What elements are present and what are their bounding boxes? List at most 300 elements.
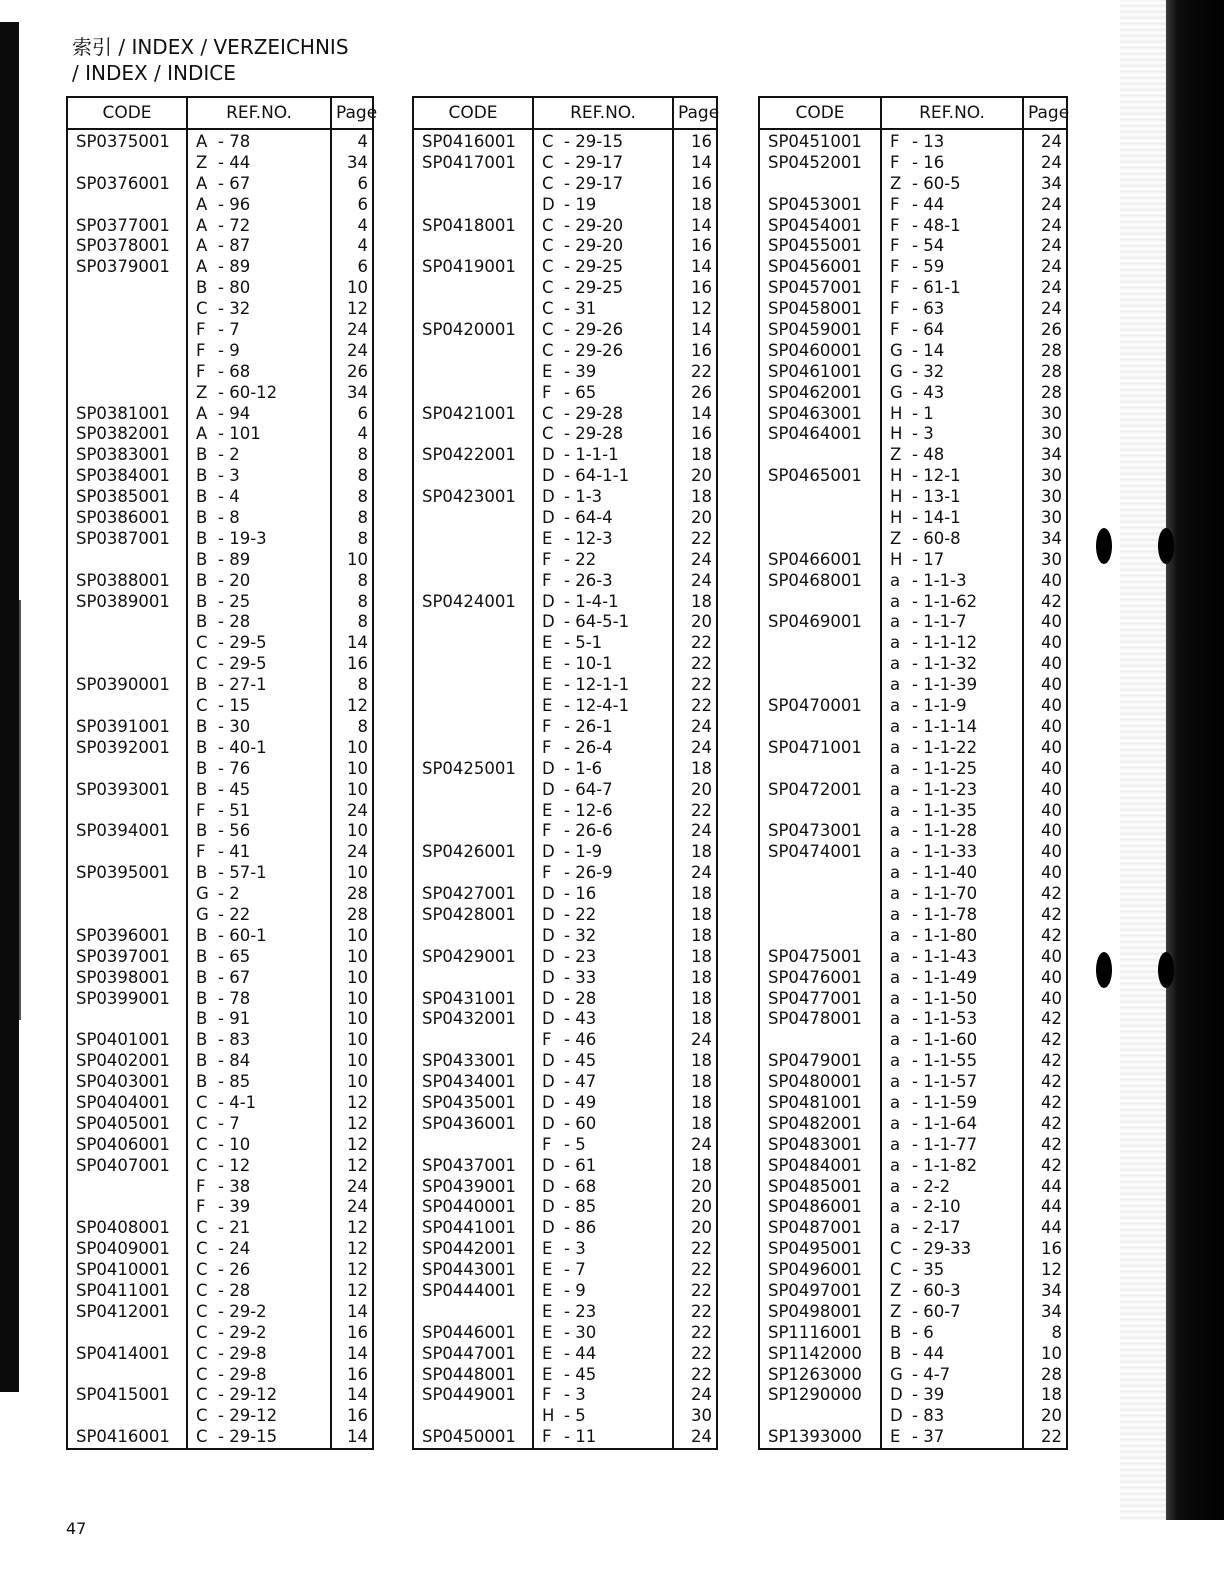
cell-page: 8: [357, 570, 368, 590]
cell-code: SP0376001: [76, 173, 170, 193]
cell-ref-number: - 3: [564, 1239, 586, 1259]
cell-ref-letter: C: [196, 654, 208, 674]
cell-ref-number: - 21: [218, 1218, 251, 1238]
cell-page: 10: [347, 779, 368, 799]
cell-page: 16: [691, 424, 712, 444]
cell-page: 8: [357, 675, 368, 695]
cell-ref-number: - 13: [912, 132, 945, 151]
cell-ref-number: - 78: [218, 132, 251, 151]
cell-ref-number: - 2-2: [912, 1176, 951, 1196]
cell-page: 16: [691, 132, 712, 151]
cell-ref-number: - 26-3: [564, 570, 613, 590]
cell-ref-letter: Z: [890, 1301, 902, 1321]
cell-page: 18: [691, 925, 712, 945]
cell-page: 24: [1041, 215, 1062, 235]
cell-ref-letter: Z: [196, 152, 208, 172]
cell-ref-number: - 3: [912, 424, 934, 444]
cell-ref-letter: E: [542, 633, 553, 653]
cell-ref-letter: B: [890, 1343, 902, 1363]
cell-ref-letter: C: [196, 1239, 208, 1259]
cell-ref-letter: F: [890, 236, 900, 256]
cell-ref-letter: B: [196, 549, 208, 569]
cell-code: SP0422001: [422, 445, 516, 465]
cell-page: 30: [1041, 424, 1062, 444]
cell-page: 42: [1041, 1113, 1062, 1133]
cell-page: 24: [691, 737, 712, 757]
cell-ref-letter: D: [542, 925, 555, 945]
cell-page: 14: [691, 215, 712, 235]
cell-code: [422, 863, 532, 884]
cell-ref-number: - 1-1-55: [912, 1051, 978, 1071]
cell-code: SP0393001: [76, 779, 170, 799]
cell-page: 14: [691, 320, 712, 340]
cell-ref-number: - 5: [564, 1406, 586, 1426]
cell-ref-number: - 84: [218, 1051, 251, 1071]
cell-code: [76, 801, 186, 822]
cell-ref-letter: F: [890, 257, 900, 277]
cell-ref-letter: F: [542, 821, 552, 841]
cell-page: 14: [347, 1343, 368, 1363]
cell-code: SP0455001: [768, 236, 862, 256]
cell-ref-number: - 1-4-1: [564, 591, 619, 611]
cell-ref-number: - 85: [564, 1197, 597, 1217]
cell-ref-number: - 89: [218, 549, 251, 569]
cell-ref-number: - 13-1: [912, 487, 961, 507]
cell-ref-letter: A: [196, 215, 208, 235]
cell-ref-letter: a: [890, 863, 901, 883]
cell-ref-number: - 60: [564, 1113, 597, 1133]
cell-ref-letter: E: [542, 1301, 553, 1321]
cell-ref-number: - 45: [218, 779, 251, 799]
cell-code: [768, 529, 880, 550]
cell-ref-letter: F: [890, 152, 900, 172]
cell-ref-number: - 2-17: [912, 1218, 961, 1238]
cell-ref-letter: E: [542, 1239, 553, 1259]
cell-page: 8: [357, 466, 368, 486]
cell-code: [422, 1135, 532, 1156]
cell-ref-number: - 35: [912, 1260, 945, 1280]
cell-page: 42: [1041, 1155, 1062, 1175]
cell-ref-letter: B: [196, 1051, 208, 1071]
cell-code: SP0388001: [76, 570, 170, 590]
scan-right-edge: [1166, 0, 1224, 1520]
cell-code: [76, 696, 186, 717]
cell-ref-letter: a: [890, 737, 901, 757]
cell-page: 16: [347, 1364, 368, 1384]
table-header: [760, 98, 1070, 130]
cell-ref-number: - 30: [564, 1322, 597, 1342]
cell-ref-number: - 12-4-1: [564, 696, 630, 716]
cell-ref-number: - 64-7: [564, 779, 613, 799]
cell-ref-number: - 2-10: [912, 1197, 961, 1217]
cell-page: 22: [691, 1301, 712, 1321]
cell-page: 24: [691, 1134, 712, 1154]
cell-ref-letter: B: [196, 591, 208, 611]
cell-code: SP1142000: [768, 1343, 862, 1363]
cell-code: [76, 362, 186, 383]
cell-code: [768, 1030, 880, 1051]
cell-ref-number: - 10-1: [564, 654, 613, 674]
cell-page: 16: [691, 173, 712, 193]
cell-ref-letter: C: [542, 299, 554, 319]
cell-ref-letter: C: [196, 1301, 208, 1321]
cell-code: SP0485001: [768, 1176, 862, 1196]
cell-ref-number: - 43: [912, 382, 945, 402]
cell-ref-letter: C: [542, 278, 554, 298]
cell-code: [422, 341, 532, 362]
cell-code: SP0411001: [76, 1280, 170, 1300]
cell-ref-letter: C: [542, 215, 554, 235]
cell-code: SP0462001: [768, 382, 862, 402]
cell-code: SP0443001: [422, 1260, 516, 1280]
cell-code: [422, 362, 532, 383]
cell-code: [768, 759, 880, 780]
cell-ref-letter: G: [890, 382, 903, 402]
ref-column: [188, 130, 332, 1448]
cell-ref-letter: D: [542, 1051, 555, 1071]
cell-page: 28: [1041, 1364, 1062, 1384]
cell-ref-number: - 4-7: [912, 1364, 951, 1384]
cell-ref-number: - 1-1-39: [912, 675, 978, 695]
cell-ref-letter: F: [542, 863, 552, 883]
cell-ref-number: - 29-15: [218, 1427, 278, 1447]
ref-column: [882, 130, 1024, 1448]
cell-ref-letter: D: [542, 884, 555, 904]
cell-page: 22: [1041, 1427, 1062, 1447]
cell-ref-letter: C: [196, 299, 208, 319]
cell-code: SP0468001: [768, 570, 862, 590]
cell-code: [422, 780, 532, 801]
cell-page: 34: [1041, 173, 1062, 193]
cell-code: [422, 383, 532, 404]
cell-ref-letter: B: [196, 758, 208, 778]
cell-ref-number: - 2: [218, 884, 240, 904]
ref-letter-column: [882, 130, 912, 1448]
cell-page: 18: [691, 194, 712, 214]
cell-page: 20: [691, 1197, 712, 1217]
cell-ref-letter: B: [196, 863, 208, 883]
cell-page: 40: [1041, 842, 1062, 862]
cell-code: SP0454001: [768, 215, 862, 235]
cell-page: 24: [691, 570, 712, 590]
cell-page: 24: [347, 800, 368, 820]
cell-page: 18: [691, 758, 712, 778]
cell-page: 24: [691, 1385, 712, 1405]
cell-ref-letter: C: [196, 1406, 208, 1426]
cell-code: SP0476001: [768, 967, 862, 987]
cell-ref-number: - 22: [218, 904, 251, 924]
cell-ref-number: - 7: [564, 1260, 586, 1280]
cell-page: 10: [347, 278, 368, 298]
cell-ref-number: - 6: [912, 1322, 934, 1342]
cell-ref-letter: F: [542, 570, 552, 590]
cell-page: 12: [347, 1155, 368, 1175]
cell-ref-number: - 46: [564, 1030, 597, 1050]
cell-code: SP0415001: [76, 1385, 170, 1405]
cell-code: [76, 153, 186, 174]
cell-code: [76, 1177, 186, 1198]
cell-code: SP0409001: [76, 1239, 170, 1259]
cell-ref-letter: a: [890, 1197, 901, 1217]
cell-ref-letter: F: [542, 1427, 552, 1447]
cell-ref-number: - 16: [564, 884, 597, 904]
cell-ref-number: - 65: [218, 946, 251, 966]
scan-right-shadow: [1120, 0, 1166, 1520]
cell-page: 40: [1041, 612, 1062, 632]
cell-page: 10: [347, 821, 368, 841]
cell-code: [422, 717, 532, 738]
cell-code: [422, 571, 532, 592]
cell-ref-number: - 29-17: [564, 173, 624, 193]
cell-ref-number: - 48-1: [912, 215, 961, 235]
cell-code: SP0444001: [422, 1280, 516, 1300]
cell-code: SP0412001: [76, 1301, 170, 1321]
binder-hole: [1158, 528, 1174, 564]
cell-code: [422, 926, 532, 947]
cell-ref-letter: B: [196, 675, 208, 695]
cell-page: 24: [691, 863, 712, 883]
cell-page: 18: [691, 487, 712, 507]
cell-ref-letter: C: [542, 403, 554, 423]
cell-ref-number: - 78: [218, 988, 251, 1008]
cell-ref-number: - 26-9: [564, 863, 613, 883]
cell-ref-number: - 22: [564, 549, 597, 569]
cell-ref-letter: a: [890, 884, 901, 904]
cell-code: SP0432001: [422, 1009, 516, 1029]
cell-page: 34: [1041, 445, 1062, 465]
cell-ref-letter: E: [542, 1280, 553, 1300]
cell-ref-number: - 1-1-33: [912, 842, 978, 862]
cell-page: 24: [691, 821, 712, 841]
cell-code: SP0449001: [422, 1385, 516, 1405]
cell-page: 28: [1041, 361, 1062, 381]
cell-ref-number: - 72: [218, 215, 251, 235]
cell-page: 4: [357, 215, 368, 235]
cell-page: 30: [1041, 466, 1062, 486]
cell-ref-letter: a: [890, 1030, 901, 1050]
cell-ref-letter: H: [890, 466, 903, 486]
cell-page: 22: [691, 1364, 712, 1384]
cell-page: 4: [357, 236, 368, 256]
cell-page: 24: [1041, 257, 1062, 277]
cell-page: 14: [691, 403, 712, 423]
cell-ref-number: - 1-1-62: [912, 591, 978, 611]
cell-ref-letter: F: [890, 132, 900, 151]
cell-ref-number: - 31: [564, 299, 597, 319]
cell-ref-number: - 29-28: [564, 424, 624, 444]
cell-ref-number: - 7: [218, 1113, 240, 1133]
cell-ref-letter: C: [890, 1239, 902, 1259]
cell-ref-number: - 89: [218, 257, 251, 277]
cell-page: 26: [1041, 320, 1062, 340]
cell-page: 18: [691, 904, 712, 924]
cell-ref-letter: B: [196, 612, 208, 632]
cell-ref-letter: G: [196, 884, 209, 904]
cell-code: [422, 195, 532, 216]
cell-ref-number: - 61-1: [912, 278, 961, 298]
cell-page: 42: [1041, 904, 1062, 924]
cell-ref-number: - 19-3: [218, 528, 267, 548]
cell-ref-number: - 29-12: [218, 1385, 278, 1405]
cell-ref-letter: F: [196, 340, 206, 360]
cell-page: 4: [357, 132, 368, 151]
cell-page: 18: [691, 591, 712, 611]
header-ref: REF.NO.: [882, 98, 1024, 128]
cell-ref-number: - 25: [218, 591, 251, 611]
cell-ref-letter: E: [542, 1343, 553, 1363]
cell-page: 22: [691, 1280, 712, 1300]
cell-ref-letter: a: [890, 633, 901, 653]
cell-ref-letter: B: [196, 278, 208, 298]
cell-code: [422, 1302, 532, 1323]
cell-ref-number: - 29-26: [564, 340, 624, 360]
cell-code: SP0401001: [76, 1030, 170, 1050]
cell-page: 24: [347, 842, 368, 862]
cell-ref-number: - 23: [564, 1301, 597, 1321]
cell-ref-number: - 30: [218, 716, 251, 736]
scan-left-edge-line: [19, 600, 21, 1020]
cell-page: 12: [347, 1092, 368, 1112]
cell-code: [422, 1406, 532, 1427]
cell-ref-number: - 67: [218, 967, 251, 987]
cell-page: 22: [691, 528, 712, 548]
cell-page: 22: [691, 633, 712, 653]
cell-code: SP0456001: [768, 257, 862, 277]
cell-ref-letter: a: [890, 946, 901, 966]
cell-ref-letter: B: [196, 1009, 208, 1029]
cell-page: 34: [1041, 1301, 1062, 1321]
cell-ref-number: - 64-4: [564, 508, 613, 528]
cell-ref-number: - 1-6: [564, 758, 603, 778]
cell-code: [768, 926, 880, 947]
table-header: [414, 98, 720, 130]
cell-code: SP0474001: [768, 842, 862, 862]
cell-code: SP0390001: [76, 675, 170, 695]
cell-ref-letter: D: [542, 1155, 555, 1175]
cell-ref-number: - 65: [564, 382, 597, 402]
cell-ref-number: - 67: [218, 173, 251, 193]
cell-page: 24: [347, 1197, 368, 1217]
cell-ref-number: - 2: [218, 445, 240, 465]
cell-ref-number: - 29-12: [218, 1406, 278, 1426]
cell-page: 10: [1041, 1343, 1062, 1363]
cell-code: SP0403001: [76, 1072, 170, 1092]
cell-ref-letter: B: [196, 487, 208, 507]
cell-code: [76, 195, 186, 216]
cell-ref-number: - 10: [218, 1134, 251, 1154]
cell-code: SP0402001: [76, 1051, 170, 1071]
cell-ref-number: - 7: [218, 320, 240, 340]
cell-page: 24: [1041, 132, 1062, 151]
cell-page: 42: [1041, 1092, 1062, 1112]
cell-page: 30: [1041, 487, 1062, 507]
cell-page: 34: [1041, 1280, 1062, 1300]
cell-page: 28: [1041, 382, 1062, 402]
cell-ref-number: - 54: [912, 236, 945, 256]
cell-code: SP0381001: [76, 403, 170, 423]
cell-ref-letter: a: [890, 1155, 901, 1175]
cell-ref-letter: a: [890, 800, 901, 820]
cell-page: 10: [347, 1051, 368, 1071]
cell-page: 8: [357, 445, 368, 465]
cell-ref-number: - 1-1-40: [912, 863, 978, 883]
cell-ref-number: - 38: [218, 1176, 251, 1196]
cell-page: 40: [1041, 654, 1062, 674]
cell-ref-number: - 26-1: [564, 716, 613, 736]
ref-number-column: [912, 130, 977, 1448]
cell-code: [76, 1406, 186, 1427]
index-table-3: [758, 96, 1068, 1450]
cell-code: SP0451001: [768, 132, 862, 151]
cell-ref-letter: C: [196, 1113, 208, 1133]
cell-ref-number: - 29-8: [218, 1343, 267, 1363]
cell-ref-number: - 45: [564, 1051, 597, 1071]
cell-ref-letter: D: [542, 1113, 555, 1133]
cell-code: [76, 383, 186, 404]
cell-ref-number: - 94: [218, 403, 251, 423]
cell-code: SP0396001: [76, 925, 170, 945]
cell-ref-number: - 39: [564, 361, 597, 381]
cell-ref-letter: D: [542, 1009, 555, 1029]
cell-page: 18: [691, 967, 712, 987]
cell-code: SP0433001: [422, 1051, 516, 1071]
cell-ref-letter: D: [542, 946, 555, 966]
cell-code: [422, 236, 532, 257]
table-header: [68, 98, 378, 130]
cell-ref-number: - 20: [218, 570, 251, 590]
cell-code: [76, 654, 186, 675]
cell-ref-number: - 28: [564, 988, 597, 1008]
cell-page: 12: [1041, 1260, 1062, 1280]
cell-page: 14: [347, 1385, 368, 1405]
cell-ref-letter: Z: [890, 1280, 902, 1300]
cell-page: 42: [1041, 884, 1062, 904]
page-title: [72, 34, 349, 86]
cell-ref-number: - 83: [218, 1030, 251, 1050]
cell-page: 18: [1041, 1385, 1062, 1405]
cell-code: [422, 675, 532, 696]
cell-page: 24: [347, 1176, 368, 1196]
cell-code: SP0386001: [76, 508, 170, 528]
cell-code: [76, 612, 186, 633]
cell-page: 12: [691, 299, 712, 319]
cell-code: [76, 1323, 186, 1344]
cell-code: SP0486001: [768, 1197, 862, 1217]
cell-ref-letter: C: [542, 340, 554, 360]
cell-ref-number: - 37: [912, 1427, 945, 1447]
cell-ref-letter: F: [196, 1197, 206, 1217]
cell-ref-letter: B: [196, 508, 208, 528]
cell-code: SP0387001: [76, 528, 170, 548]
cell-page: 12: [347, 1239, 368, 1259]
cell-ref-number: - 14: [912, 340, 945, 360]
cell-ref-letter: a: [890, 821, 901, 841]
cell-code: [76, 1009, 186, 1030]
cell-ref-letter: a: [890, 758, 901, 778]
cell-code: [422, 508, 532, 529]
cell-ref-letter: F: [890, 194, 900, 214]
cell-code: SP0472001: [768, 779, 862, 799]
cell-page: 4: [357, 424, 368, 444]
cell-ref-letter: D: [542, 612, 555, 632]
cell-ref-letter: B: [196, 1072, 208, 1092]
cell-ref-number: - 49: [564, 1092, 597, 1112]
ref-number-column: [218, 130, 277, 1448]
binder-hole: [1096, 952, 1112, 988]
cell-page: 14: [347, 1301, 368, 1321]
cell-ref-number: - 60-8: [912, 528, 961, 548]
cell-ref-letter: B: [196, 946, 208, 966]
